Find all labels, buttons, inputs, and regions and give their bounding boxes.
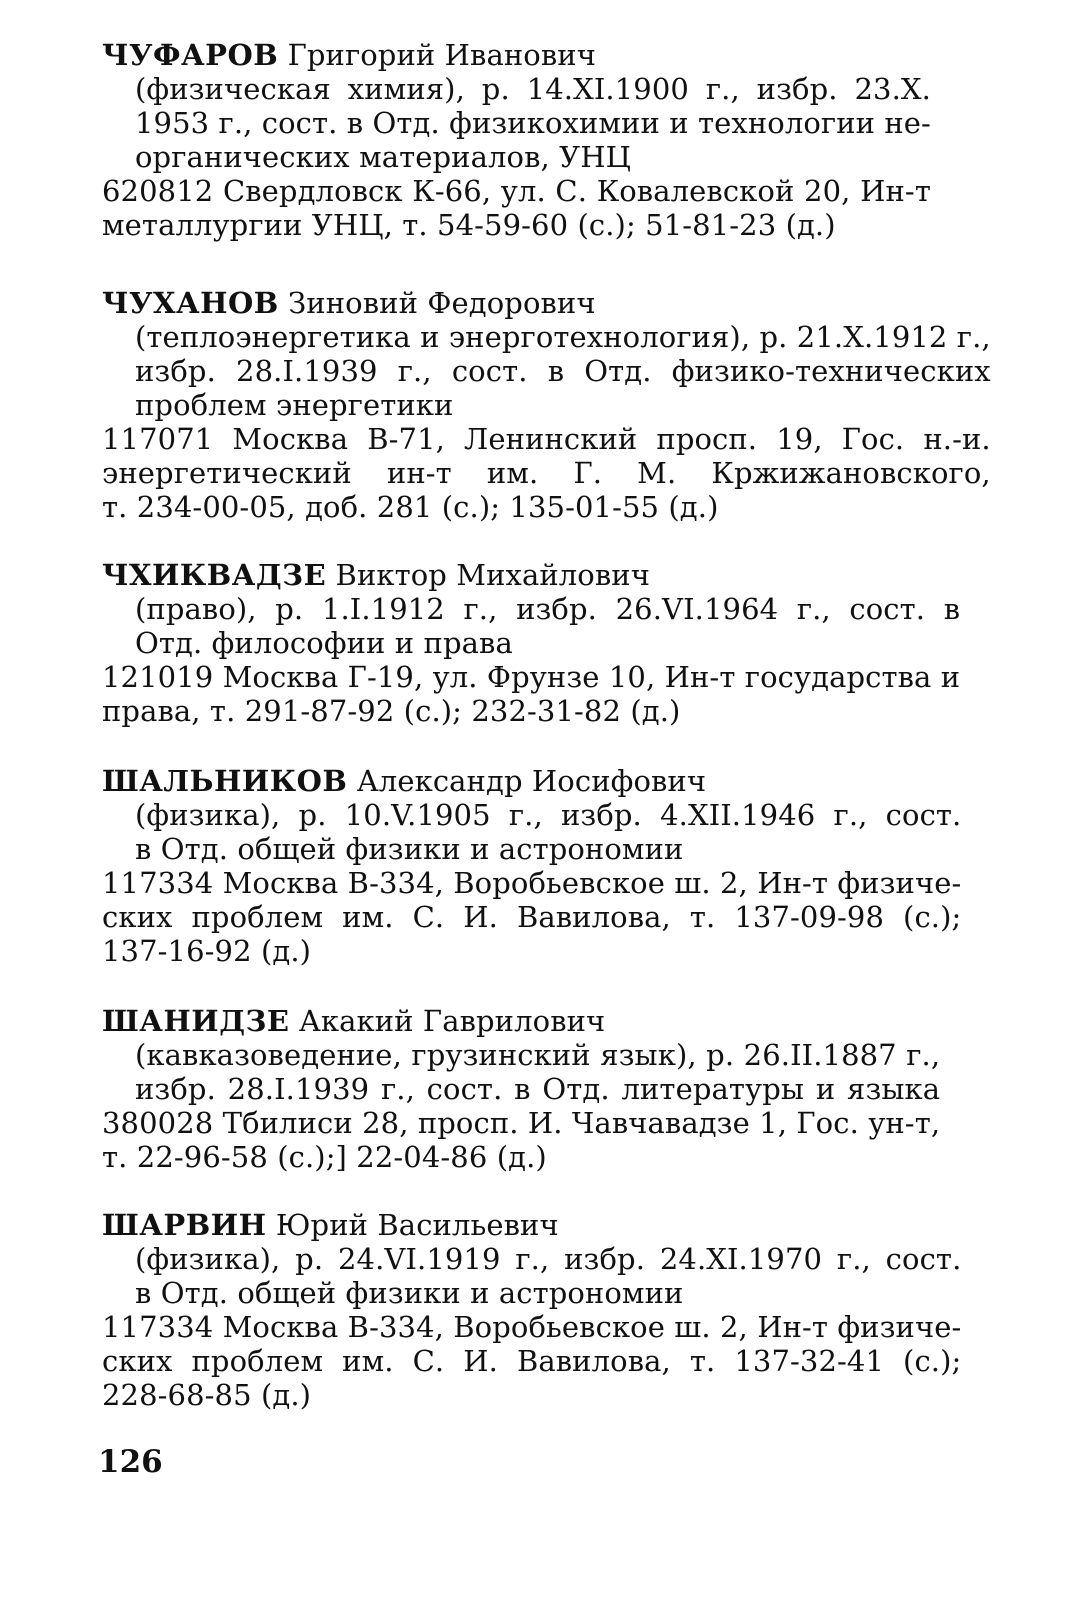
info-line: (физика), р. 10.V.1905 г., избр. 4.XII.1946 г., сост. <box>135 798 962 832</box>
info-line: проблем энергетики <box>135 388 454 422</box>
info-line: избр. 28.I.1939 г., сост. в Отд. физико-технических <box>135 354 991 388</box>
address-line: ских проблем им. С. И. Вавилова, т. 137-32-41 (с.); <box>102 1344 962 1378</box>
info-line: (право), р. 1.I.1912 г., избр. 26.VI.1964 г., сост. в <box>135 592 961 626</box>
page-number: 126 <box>98 1444 163 1480</box>
entry-heading <box>102 286 991 320</box>
entry-shanidze <box>102 1004 940 1174</box>
given-name: Григорий Иванович <box>287 38 596 72</box>
entry-heading <box>102 764 961 798</box>
surname: ШАРВИН <box>102 1208 267 1242</box>
address-line: 117071 Москва В-71, Ленинский просп. 19, Гос. н.-и. <box>102 422 991 456</box>
info-line: в Отд. общей физики и астрономии <box>135 1276 684 1310</box>
entry-heading <box>102 1004 940 1038</box>
surname: ШАНИДЗЕ <box>102 1004 290 1038</box>
address-line: энергетический ин-т им. Г. М. Кржижановского, <box>102 456 991 490</box>
info-line: избр. 28.I.1939 г., сост. в Отд. литературы и языка <box>135 1072 941 1106</box>
entry-chkhikvadze <box>102 558 960 728</box>
address-line: т. 22-96-58 (с.);] 22-04-86 (д.) <box>102 1140 547 1174</box>
entry-heading <box>102 558 960 592</box>
address-line: металлургии УНЦ, т. 54-59-60 (с.); 51-81-23 (д.) <box>102 208 836 242</box>
entry-heading <box>102 38 931 72</box>
address-line: ских проблем им. С. И. Вавилова, т. 137-09-98 (с.); <box>102 900 962 934</box>
entry-heading <box>102 1208 961 1242</box>
given-name: Акакий Гаврилович <box>298 1004 606 1038</box>
address-line: т. 234-00-05, доб. 281 (с.); 135-01-55 (д.) <box>102 490 719 524</box>
info-line: (кавказоведение, грузинский язык), р. 26.II.1887 г., <box>135 1038 941 1072</box>
entry-chufarov <box>102 38 931 242</box>
address-line: 137-16-92 (д.) <box>102 934 312 968</box>
given-name: Юрий Васильевич <box>275 1208 559 1242</box>
given-name: Виктор Михайлович <box>335 558 650 592</box>
address-line: 121019 Москва Г-19, ул. Фрунзе 10, Ин-т государства и <box>102 660 961 694</box>
surname: ЧХИКВАДЗЕ <box>102 558 327 592</box>
address-line: 380028 Тбилиси 28, просп. И. Чавчавадзе 1, Гос. ун-т, <box>102 1106 941 1140</box>
given-name: Зиновий Федорович <box>288 286 596 320</box>
entry-sharvin <box>102 1208 961 1412</box>
given-name: Александр Иосифович <box>356 764 707 798</box>
info-line: 1953 г., сост. в Отд. физикохимии и технологии не- <box>135 106 931 140</box>
address-line: 117334 Москва В-334, Воробьевское ш. 2, Ин-т физиче- <box>102 1310 962 1344</box>
address-line: права, т. 291-87-92 (с.); 232-31-82 (д.) <box>102 694 681 728</box>
surname: ЧУХАНОВ <box>102 286 279 320</box>
address-line: 620812 Свердловск К-66, ул. С. Ковалевской 20, Ин-т <box>102 174 931 208</box>
info-line: (физика), р. 24.VI.1919 г., избр. 24.XI.1970 г., сост. <box>135 1242 962 1276</box>
address-line: 228-68-85 (д.) <box>102 1378 312 1412</box>
entry-shalnikov <box>102 764 961 968</box>
info-line: (теплоэнергетика и энерготехнология), р. 21.X.1912 г., <box>135 320 991 354</box>
surname: ЧУФАРОВ <box>102 38 279 72</box>
info-line: Отд. философии и права <box>135 626 513 660</box>
surname: ШАЛЬНИКОВ <box>102 764 348 798</box>
info-line: (физическая химия), р. 14.XI.1900 г., избр. 23.X. <box>135 72 931 106</box>
entry-chukhanov <box>102 286 991 524</box>
info-line: в Отд. общей физики и астрономии <box>135 832 684 866</box>
address-line: 117334 Москва В-334, Воробьевское ш. 2, Ин-т физиче- <box>102 866 962 900</box>
info-line: органических материалов, УНЦ <box>135 140 631 174</box>
